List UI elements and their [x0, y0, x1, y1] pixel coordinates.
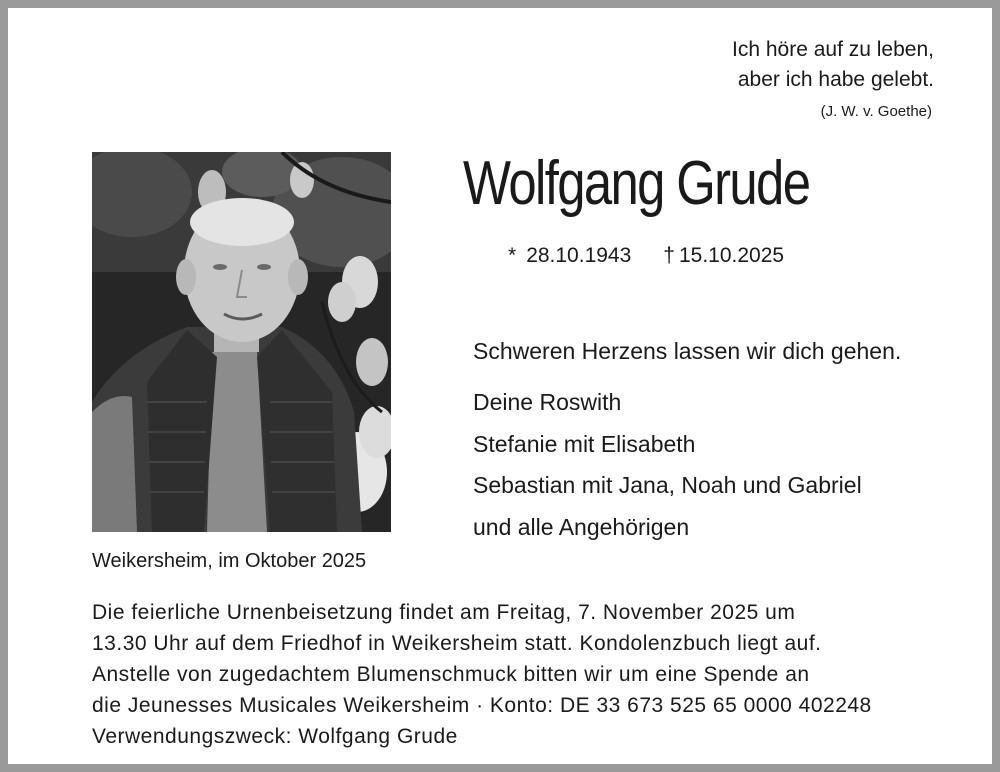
- deceased-name: Wolfgang Grude: [463, 149, 810, 218]
- birth-symbol: *: [508, 244, 517, 267]
- mourner-line: Sebastian mit Jana, Noah und Gabriel: [473, 472, 862, 498]
- life-dates: [508, 244, 784, 268]
- portrait-photo: [92, 152, 391, 532]
- info-line: Die feierliche Urnenbeisetzung findet am Freitag, 7. November 2025 um: [92, 601, 796, 624]
- birth-date: 28.10.1943: [526, 244, 632, 267]
- funeral-info: [92, 597, 872, 752]
- info-line: die Jeunesses Musicales Weikersheim · Konto: DE 33 673 525 65 0000 402248: [92, 694, 872, 717]
- farewell-headline: Schweren Herzens lassen wir dich gehen.: [473, 338, 902, 364]
- info-line: Anstelle von zugedachtem Blumenschmuck bitten wir um eine Spende an: [92, 663, 810, 686]
- mourner-line: Stefanie mit Elisabeth: [473, 430, 696, 457]
- mourner-line: und alle Angehörigen: [473, 513, 690, 540]
- death-date: 15.10.2025: [678, 244, 785, 267]
- quote: [732, 35, 934, 95]
- info-line: Verwendungszweck: Wolfgang Grude: [92, 725, 458, 748]
- quote-line: aber ich habe gelebt.: [737, 68, 934, 91]
- quote-attribution: (J. W. v. Goethe): [820, 103, 932, 120]
- portrait-image: [92, 152, 391, 532]
- mourners-list: [473, 382, 862, 548]
- death-symbol: †: [663, 244, 675, 267]
- info-line: 13.30 Uhr auf dem Friedhof in Weikersheim statt. Kondolenzbuch liegt auf.: [92, 632, 822, 655]
- place-date: Weikersheim, im Oktober 2025: [92, 550, 367, 572]
- mourner-line: Deine Roswith: [473, 389, 622, 415]
- quote-line: Ich höre auf zu leben,: [732, 38, 934, 61]
